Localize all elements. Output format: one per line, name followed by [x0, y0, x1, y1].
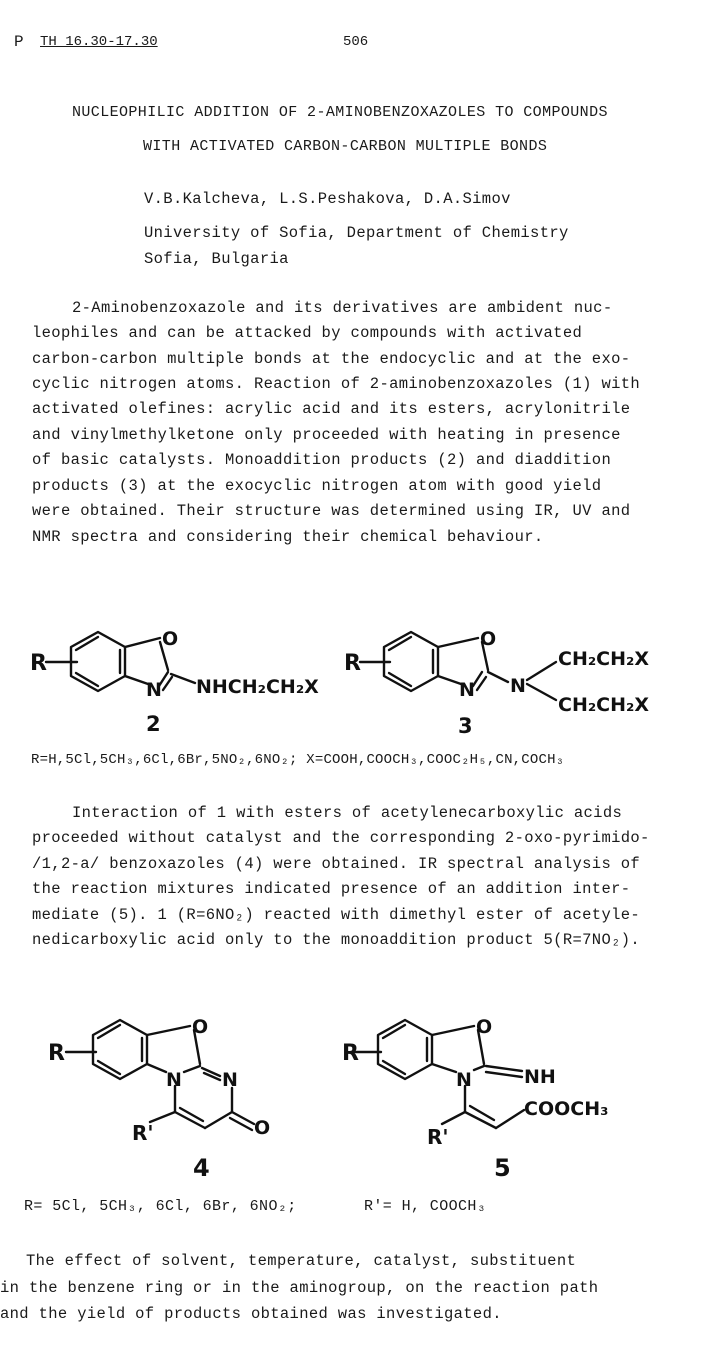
- text-line: were obtained. Their structure was determined using IR, UV and: [32, 502, 631, 520]
- compound-4-r-prime: R': [132, 1121, 154, 1145]
- authors: V.B.Kalcheva, L.S.Peshakova, D.A.Simov: [144, 190, 511, 208]
- compound-3-ring-o: O: [480, 628, 497, 650]
- title-line-1: NUCLEOPHILIC ADDITION OF 2-AMINOBENZOXAZOLES TO COMPOUNDS: [72, 104, 608, 121]
- scheme-1-legend: R=H,5Cl,5CH₃,6Cl,6Br,5NO₂,6NO₂; X=COOH,COOCH₃,COOC₂H₅,CN,COCH₃: [31, 752, 565, 768]
- text-line: mediate (5). 1 (R=6NO₂) reacted with dimethyl ester of acetyle-: [32, 906, 641, 924]
- text-line: and vinylmethylketone only proceeded with heating in presence: [32, 426, 621, 444]
- page-number: 506: [343, 34, 369, 50]
- compound-4-ring-n1: N: [166, 1069, 182, 1091]
- compound-4-ring-o: O: [192, 1016, 209, 1038]
- text-line: The effect of solvent, temperature, catalyst, substituent: [26, 1252, 577, 1270]
- compound-4-ring-n2: N: [222, 1069, 238, 1091]
- compound-5-structure: [342, 1016, 608, 1182]
- text-line: of basic catalysts. Monoaddition products (2) and diaddition: [32, 451, 612, 469]
- text-line: the reaction mixtures indicated presence of an addition inter-: [32, 880, 631, 898]
- compound-2-number: 2: [146, 712, 161, 736]
- scheme-2-legend-r-prime: R'= H, COOCH₃: [364, 1198, 487, 1215]
- text-line: /1,2-a/ benzoxazoles (4) were obtained. IR spectral analysis of: [32, 855, 641, 873]
- compound-2-r: R: [30, 651, 47, 676]
- compound-2-ring-o: O: [162, 628, 179, 650]
- compound-5-ring-n: N: [456, 1069, 472, 1091]
- text-line: 2-Aminobenzoxazole and its derivatives are ambident nuc-: [72, 299, 613, 317]
- compound-5-r: R: [342, 1041, 359, 1066]
- compound-2-ring-n: N: [146, 679, 162, 701]
- text-line: cyclic nitrogen atoms. Reaction of 2-aminobenzoxazoles (1) with: [32, 375, 641, 393]
- session-letter: P: [14, 33, 24, 51]
- text-line: proceeded without catalyst and the corresponding 2-oxo-pyrimido-: [32, 829, 650, 847]
- text-line: NMR spectra and considering their chemical behaviour.: [32, 528, 544, 546]
- compound-3-ring-n: N: [459, 679, 475, 701]
- text-line: activated olefines: acrylic acid and its esters, acrylonitrile: [32, 400, 631, 418]
- compound-2-side-chain: NHCH₂CH₂X: [196, 676, 319, 698]
- compound-3-r: R: [344, 651, 361, 676]
- text-line: carbon-carbon multiple bonds at the endocyclic and at the exo-: [32, 350, 631, 368]
- compound-5-ring-o: O: [476, 1016, 493, 1038]
- compound-4-r: R: [48, 1041, 65, 1066]
- title-line-2: WITH ACTIVATED CARBON-CARBON MULTIPLE BONDS: [143, 138, 548, 155]
- compound-4-number: 4: [193, 1154, 210, 1182]
- compound-4-carbonyl-o: O: [254, 1117, 271, 1139]
- session-time: TH 16.30-17.30: [40, 34, 158, 50]
- text-line: products (3) at the exocyclic nitrogen atom with good yield: [32, 477, 602, 495]
- affiliation-line-2: Sofia, Bulgaria: [144, 250, 289, 268]
- compound-3-amine-n: N: [510, 675, 526, 697]
- compound-5-imine: NH: [524, 1066, 556, 1088]
- text-line: and the yield of products obtained was investigated.: [0, 1305, 502, 1323]
- affiliation-line-1: University of Sofia, Department of Chemistry: [144, 224, 569, 242]
- compound-3-chain-upper: CH₂CH₂X: [558, 648, 649, 670]
- text-line: nedicarboxylic acid only to the monoaddition product 5(R=7NO₂).: [32, 931, 641, 949]
- compound-3-number: 3: [458, 714, 473, 738]
- compound-5-r-prime: R': [427, 1125, 449, 1149]
- compound-5-number: 5: [494, 1154, 511, 1182]
- scheme-2-legend-r: R= 5Cl, 5CH₃, 6Cl, 6Br, 6NO₂;: [24, 1198, 297, 1215]
- compound-5-ester: COOCH₃: [524, 1098, 609, 1120]
- compound-3-chain-lower: CH₂CH₂X: [558, 694, 649, 716]
- text-line: Interaction of 1 with esters of acetylenecarboxylic acids: [72, 804, 623, 822]
- text-line: in the benzene ring or in the aminogroup, on the reaction path: [0, 1279, 599, 1297]
- compound-4-structure: [48, 1016, 270, 1182]
- text-line: leophiles and can be attacked by compounds with activated: [32, 324, 583, 342]
